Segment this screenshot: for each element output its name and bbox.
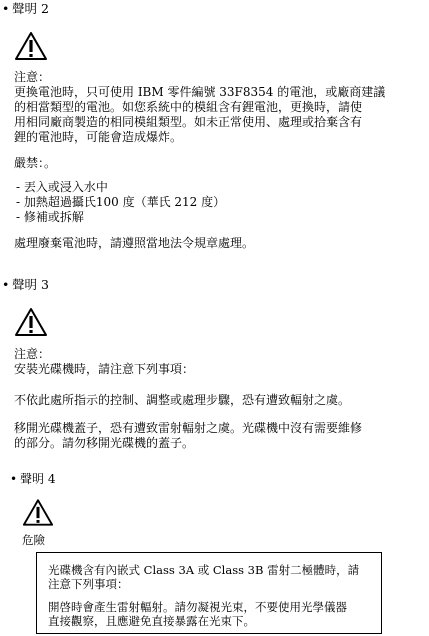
statement-2-heading: • 聲明 2: [2, 1, 49, 16]
caution-label: 注意：: [14, 347, 51, 361]
cover-warning-line: 移開光碟機蓋子，恐有遭致雷射輻射之虞。光碟機中沒有需要維修: [14, 421, 363, 435]
danger-box-line: 開啓時會產生雷射輻射。請勿凝視光束，不要使用光學儀器: [48, 600, 347, 614]
danger-label: 危險: [22, 533, 45, 547]
danger-box-line: 光碟機含有內嵌式 Class 3A 或 Class 3B 雷射二極體時，請: [48, 563, 360, 577]
battery-paragraph-line: 鋰的電池時，可能會造成爆炸。: [14, 130, 183, 144]
prohibited-item: - 加熱超過攝氏100 度（華氏 212 度）: [16, 195, 226, 209]
warning-triangle-icon: [14, 307, 48, 337]
prohibited-label: 嚴禁：。: [14, 156, 57, 170]
battery-paragraph-line: 用相同廠商製造的相同模組類型。如未正常使用、處理或拾棄含有: [14, 115, 363, 129]
danger-box-line: 注意下列事項：: [48, 577, 129, 591]
statement-3-heading: • 聲明 3: [2, 277, 49, 292]
warning-triangle-icon: [14, 31, 48, 61]
cover-warning-line: 的部分。請勿移開光碟機的蓋子。: [14, 436, 195, 450]
caution-label: 注意：: [14, 70, 51, 84]
battery-paragraph-line: 更換電池時，只可使用 IBM 零件編號 33F8354 的電池，或廠商建議: [14, 85, 386, 99]
danger-box-line: 直接觀察，且應避免直接暴露在光束下。: [48, 614, 255, 628]
cdrom-intro: 安裝光碟機時，請注意下列事項：: [14, 362, 195, 376]
danger-triangle-icon: [22, 498, 54, 527]
prohibited-item: - 修補或拆解: [16, 210, 84, 224]
disposal-note: 處理廢棄電池時，請遵照當地法令規章處理。: [14, 236, 255, 250]
radiation-warning: 不依此處所指示的控制、調整或處理步驟，恐有遭致輻射之虞。: [14, 393, 351, 407]
battery-paragraph-line: 的相當類型的電池。如您系統中的模組含有鋰電池，更換時，請使: [14, 100, 363, 114]
statement-4-heading: • 聲明 4: [10, 472, 56, 486]
prohibited-item: - 丟入或浸入水中: [16, 180, 108, 194]
danger-notice-box: [36, 552, 382, 634]
